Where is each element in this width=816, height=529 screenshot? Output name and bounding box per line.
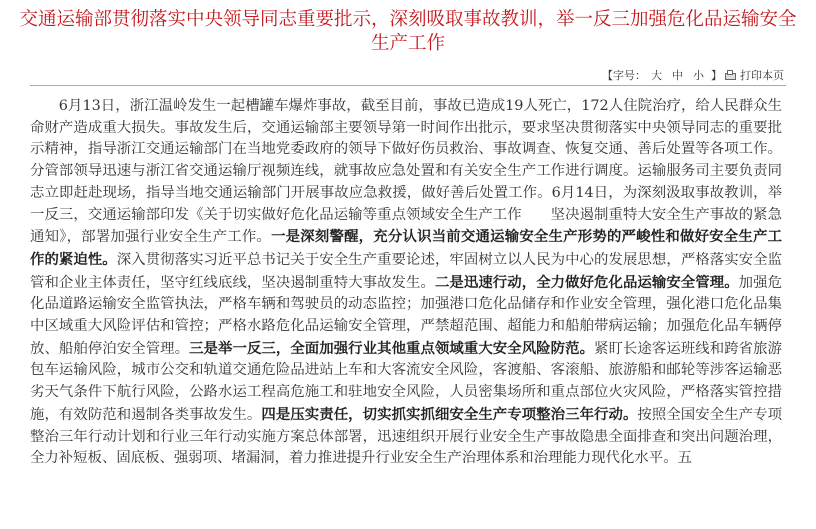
toolbar: [600, 67, 784, 83]
print-icon[interactable]: [724, 70, 735, 80]
point-two-text: 加强危化品道路运输安全监管执法，严格车辆和驾驶员的动态监控；加强港口危化品储存和作业安全管理，强化港口危化品集中区域重大风险评估和管控；严格水路危化品运输安全管理，严禁超范围、超能力和船舶带病运输；加强危化品车辆停放、船舶停泊安全管理。: [30, 274, 782, 357]
page-title: 交通运输部贯彻落实中央领导同志重要批示，深刻吸取事故教训，举一反三加强危化品运输安全生产工作: [19, 9, 797, 54]
font-size-medium[interactable]: 中: [672, 69, 683, 82]
font-size-large[interactable]: 大: [651, 69, 662, 82]
point-four-heading: 四是压实责任，切实抓实抓细安全生产专项整治三年行动。: [261, 405, 638, 423]
point-four-text: 按照全国安全生产专项整治三年行动计划和行业三年行动实施方案总体部署，迅速组织开展行业安全生产事故隐患全面排查和突出问题治理，全力补短板、固底板、强弱项、堵漏洞，着力推进提升行业安全生产治理体系和治理能力现代化水平。五: [30, 406, 782, 467]
point-one-heading: 一是深刻警醒，充分认识当前交通运输安全生产形势的严峻性和做好安全生产工作的紧迫性。: [30, 228, 782, 268]
print-page-link[interactable]: 打印本页: [740, 69, 784, 82]
point-three-text: 紧盯长途客运班线和跨省旅游包车运输风险，城市公交和轨道交通危险品进站上车和大客流安全风险，客渡船、客滚船、旅游船和邮轮等涉客运输恶劣天气条件下航行风险，公路水运工程高危施工和驻地安全风险，人员密集场所和重点部位火灾风险，严格落实管控措施，有效防范和遏制各类事故发生。: [30, 340, 782, 423]
font-size-label: 【字号：: [602, 69, 646, 82]
article-body: [30, 96, 782, 470]
point-one-text: 深入贯彻落实习近平总书记关于安全生产重要论述，牢固树立以人民为中心的发展思想，严格落实安全监管和企业主体责任，坚守红线底线，坚决遏制重特大事故发生。: [30, 251, 782, 291]
font-size-small[interactable]: 小: [693, 69, 704, 82]
point-two-heading: 二是迅速行动，全力做好危化品运输安全管理。: [434, 273, 739, 291]
divider: [30, 85, 786, 86]
font-size-close: 】: [711, 69, 722, 82]
point-three-heading: 三是举一反三，全面加强行业其他重点领域重大安全风险防范。: [189, 339, 595, 357]
paragraph-intro: 6月13日，浙江温岭发生一起槽罐车爆炸事故，截至目前，事故已造成19人死亡，172人住院治疗，给人民群众生命财产造成重大损失。事故发生后，交通运输部主要领导第一时间作出批示，要求坚决贯彻落实中央领导同志的重要批示精神，指导浙江交通运输部门在当地党委政府的领导下做好伤员救治、事故调查、恢复交通、善后处置等各项工作。分管部领导迅速与浙江省交通运输厅视频连线，就事故应急处置和有关安全生产工作进行调度。运输服务司主要负责同志立即赶赴现场，指导当地交通运输部门开展事故应急救援，做好善后处置工作。6月14日，为深刻汲取事故教训，举一反三，交通运输部印发《关于切实做好危化品运输等重点领域安全生产工作 坚决遏制重特大安全生产事故的紧急通知》，部署加强行业安全生产工作。: [30, 98, 782, 246]
